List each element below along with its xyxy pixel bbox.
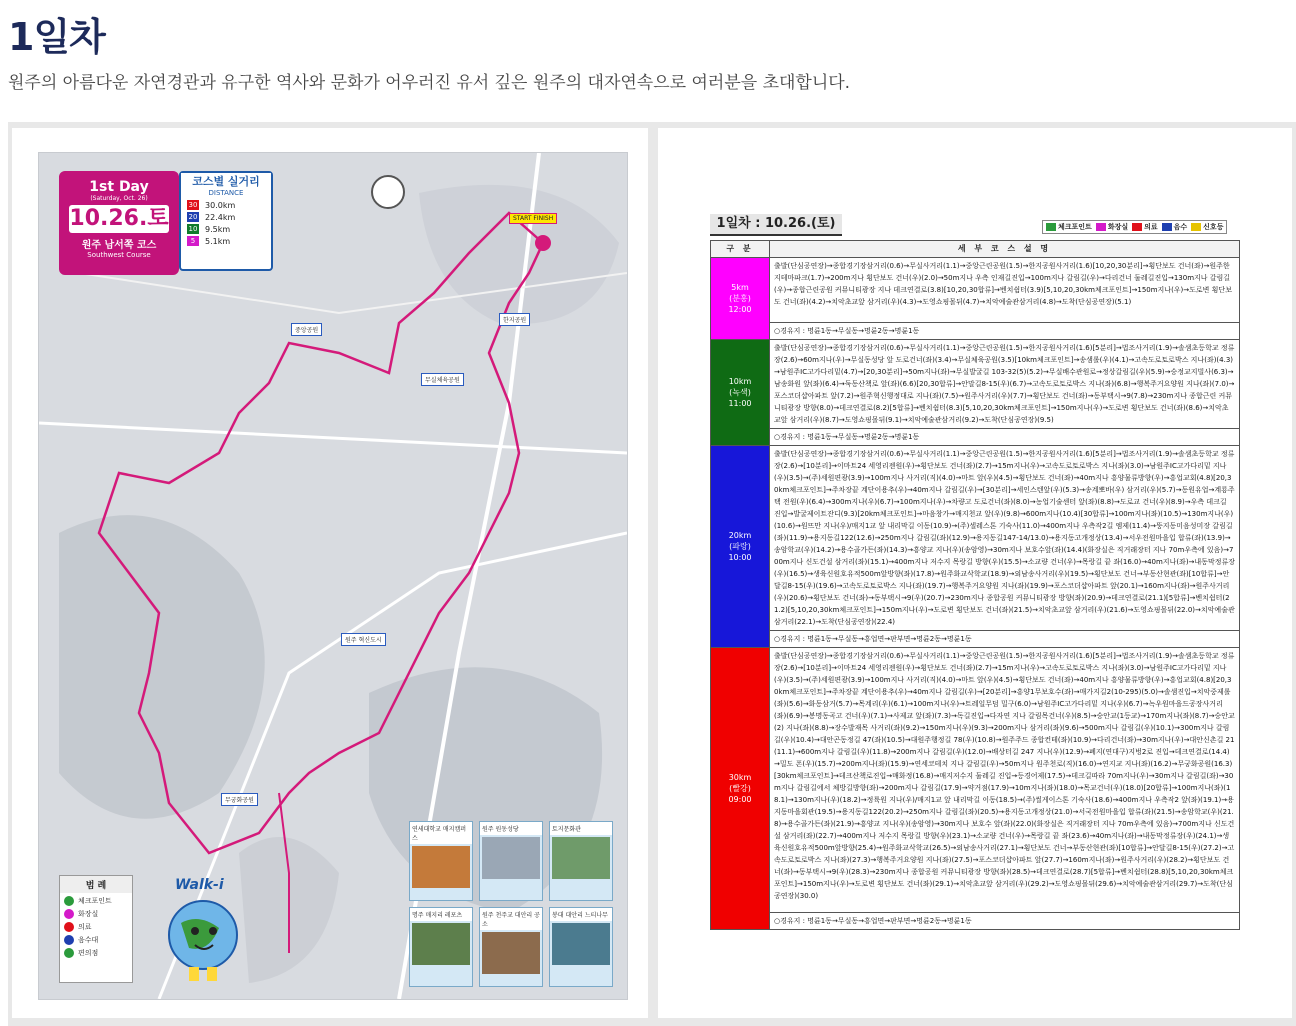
course-distance: 10km bbox=[728, 377, 752, 386]
course-route: 출발(단심공연장)→종합경기장삼거리(0.6)→무실사거리(1.1)→중앙근린공원(1.5)→한지공원사거리(1.6)[5분리]→법조사거리(1.9)→솔샘초등학교 정류장(2.6)→[10분리]→이마트24 세영리젠원(우)→횡단보도 건너(좌)(2.7)→15m지나(우)→고속도로토로박스 지나(좌)(3.0)→남원주IC고가다리밑 지나(우)(3.5)→(주)세원편광(3.9)→100m지나 사거리(직)(4.0)→마트 앞(우)(4.5)→횡단보도 건너(좌)→40m지나 흥양물류방향(우)→흥업교회(4.8)[20,30km체크포인트]→주차장끝 계단이용추(우)→40m지나 갈림길(우)→[30분리]→세인스텐앞(우)(5.3)→송계뽀바(우) 삼거리(우)(5.7)→동원유업→계룡주택 전원(우)(6.4)→300m지나(우)(6.7)→100m지나(우)→차량고 도로건너(좌)(8.0)→농업기술센터 앞(좌)(8.8)→도로교 건너(우)(8.9)→우측 데크길 진입→발굴제이트잔디(9.3)[20km체크포인트]→마음창가→매지천교 앞(우)(9.8)→600m지나(10.4)[30합류]→100m지나(좌)(10.5)→130m지나(우)(10.6)→원뜨만 지나(우)/매지1교 앞 내리막길 이동(10.9)→(주)셀레스톤 기숙사(11.0)→400m지나 우측작2길 엠제(11.4)→뚱지동미음성미장 갈림길(좌)(11.9)→용지동길122(12.6)→250m지나 갈림길(좌)(12.9)→용지동길147-14/13.0)→용지동고개정상(13.4)→서우전원마을입 합류(좌)(13.9)→송암학교(우)(14.2)→용수골가든(좌)(14.3)→흥양교 지나(우)(송암영)→30m지나 보호수앞(좌)(14.4)(화장실은 직거래장터 지나 70m우측에 있음)→700m지나 신도건설 삼거리(좌)(15.1)→400m지나 저수지 목랑길 방향(우)(15.5)→소교량 건너(우)→목랑길 끝 좌(16.0)→40m지나(좌)→내동막정류장(우)(16.5)→생육신원호유적500m앞방향(좌)(17.8)→원주화교삭학교(18.9)→외남송사거리(우)(19.5)→횡단보도 건너→부동산현관(좌)[10합류]→안달길8-15(우)(19.6)→고속도로토로박스 지나(좌)(19.7)→행복주거요양원 지나(좌)(19.9)→포스코더샵아파트 앞(20.1)→160m지나(좌)→원주사거리(우)(20.6)→횡단보도 건너(좌)→동부택시→9(우)(20.7)→230m지나 종합공원 커뮤니티광장 방향(좌)(20.9)→데크연결로(21.1)[5합류]→벤치쉼터(21.2)[5,10,20,30km체크포인트]→150m지나(우)→도로변 횡단보도 건너(좌)(21.5)→치악초교앞 삼거리(우)(21.6)→도영쇼핑몰뒤(22.0)→치악예술관삼거리(22.1)→도착(단심공연장)(22.4) bbox=[770, 446, 1240, 631]
checkpoint-label: 한지공원 bbox=[499, 313, 530, 326]
photo-image bbox=[412, 923, 470, 965]
photo-image bbox=[552, 923, 610, 965]
course-via: ○경유지 : 명륜1동→무실동→명륜2동→명륜1동 bbox=[770, 323, 1240, 340]
legend-label: 의료 bbox=[1144, 223, 1158, 231]
distance-row bbox=[187, 224, 265, 234]
course-via: ○경유지 : 명륜1동→무실동→흥업면→판부면→명륜2동→명륜1동 bbox=[770, 913, 1240, 930]
distance-code: 20 bbox=[188, 213, 198, 221]
water-icon bbox=[1162, 223, 1172, 231]
legend-label: 화장실 bbox=[78, 910, 99, 918]
table-row bbox=[711, 913, 1240, 930]
course-label-20km bbox=[711, 446, 770, 648]
legend-item bbox=[64, 948, 128, 958]
course-distance: 30km bbox=[728, 773, 752, 782]
start-finish-label: START FINISH bbox=[509, 213, 557, 224]
photo-title: 연세대학교 매지캠퍼스 bbox=[410, 822, 472, 844]
legend-entry bbox=[1132, 222, 1158, 232]
photo-title: 원주 원동성당 bbox=[480, 822, 542, 835]
table-row bbox=[711, 429, 1240, 446]
photo-title: 토지문화관 bbox=[550, 822, 612, 835]
mascot-text: Walk-i bbox=[175, 877, 224, 893]
course-map[interactable] bbox=[38, 152, 628, 1000]
course-start-time: 10:00 bbox=[728, 553, 752, 562]
table-row bbox=[711, 446, 1240, 631]
distance-code: 5 bbox=[187, 236, 199, 246]
landmark-photo bbox=[549, 907, 613, 987]
page-title: 1일차 bbox=[8, 15, 105, 59]
photo-title: 원주 천주교 대안리 공소 bbox=[480, 908, 542, 930]
distance-value: 22.4km bbox=[205, 212, 236, 222]
table-header-row bbox=[711, 241, 1240, 258]
medical-icon bbox=[64, 922, 74, 932]
landmark-photo bbox=[409, 821, 473, 901]
course-start-time: 11:00 bbox=[728, 399, 752, 408]
legend-title: 범 례 bbox=[60, 876, 132, 893]
table-row bbox=[711, 648, 1240, 913]
distance-row bbox=[187, 212, 265, 222]
toilet-icon bbox=[64, 909, 74, 919]
distance-value: 9.5km bbox=[205, 224, 231, 234]
landmark-photo bbox=[409, 907, 473, 987]
checkpoint-icon bbox=[1046, 223, 1056, 231]
schedule-legend bbox=[1042, 220, 1227, 234]
distance-row bbox=[187, 236, 265, 246]
photo-title: 명주 매지리 레포츠 bbox=[410, 908, 472, 921]
legend-entry bbox=[1096, 222, 1128, 232]
distance-value: 30.0km bbox=[205, 200, 236, 210]
water-icon bbox=[64, 935, 74, 945]
course-color: (녹색) bbox=[729, 388, 751, 397]
photo-image bbox=[552, 837, 610, 879]
distance-value: 5.1km bbox=[205, 236, 231, 246]
landmark-photo bbox=[549, 821, 613, 901]
course-via: ○경유지 : 명륜1동→무실동→흥업면→판부면→명륜2동→명륜1동 bbox=[770, 631, 1240, 648]
course-info-card bbox=[658, 128, 1292, 1018]
map-legend bbox=[59, 875, 133, 983]
walk-i-mascot bbox=[149, 873, 245, 983]
course-distance: 5km bbox=[731, 283, 749, 292]
course-distance: 20km bbox=[728, 531, 752, 540]
legend-label: 체크포인트 bbox=[1058, 223, 1092, 231]
course-route: 출발(단심공연장)→종합경기장삼거리(0.6)→무실사거리(1.1)→중앙근린공원(1.5)→한지공원사거리(1.6)[10,20,30분리]→횡단보도 건너(좌)→원주한지테마파크(1.7)→200m지나 횡단보도 건너(우)(2.0)→50m지나 우측 인재길진입→100m지나 갈림길(우)→다리건너 둘레길진입→130m지나 갈림길(우)→종합근린공원 커뮤니티광장 지나 데크연결로(3.8)[10,20,30합류]→벤치쉼터(3.9)[5,10,20,30km체크포인트]→150m지나(우)→도로변 횡단보도 건너(좌)(4.2)→치악초교앞 삼거리(우)(4.3)→도영쇼핑몰뒤(4.7)→치악예술관삼거리(4.8)→도착(단심공연장)(5.1) bbox=[770, 258, 1240, 323]
checkpoint-label: 무실체육공원 bbox=[421, 373, 464, 386]
legend-label: 신호등 bbox=[1203, 223, 1224, 231]
course-map-card bbox=[12, 128, 648, 1018]
table-row bbox=[711, 323, 1240, 340]
medical-icon bbox=[1132, 223, 1142, 231]
legend-item bbox=[64, 922, 128, 932]
legend-label: 음수대 bbox=[78, 936, 99, 944]
course-color: (파랑) bbox=[729, 542, 751, 551]
store-icon bbox=[64, 948, 74, 958]
checkpoint-label: 원주 혁신도시 bbox=[341, 633, 386, 646]
legend-label: 체크포인트 bbox=[78, 897, 112, 905]
course-name: 원주 남서쪽 코스 bbox=[81, 240, 157, 251]
distance-sub: DISTANCE bbox=[208, 189, 244, 197]
checkpoint-label: 중앙공원 bbox=[291, 323, 322, 336]
col-header-category: 구 분 bbox=[711, 241, 770, 258]
landmark-photos bbox=[409, 821, 617, 989]
table-row bbox=[711, 258, 1240, 323]
course-start-time: 12:00 bbox=[728, 305, 752, 314]
photo-image bbox=[482, 932, 540, 974]
table-row bbox=[711, 631, 1240, 648]
legend-label: 화장실 bbox=[1107, 223, 1129, 231]
legend-entry bbox=[1162, 222, 1188, 232]
distance-code: 30 bbox=[188, 201, 198, 209]
course-label-30km bbox=[711, 648, 770, 930]
distance-title: 코스별 실거리 bbox=[181, 173, 271, 189]
landmark-photo bbox=[479, 907, 543, 987]
distance-card bbox=[179, 171, 273, 271]
day-label: 1st Day bbox=[89, 179, 149, 195]
course-name-en: Southwest Course bbox=[87, 251, 151, 259]
landmark-photo bbox=[479, 821, 543, 901]
distance-row bbox=[187, 200, 265, 210]
page-subtitle: 원주의 아름다운 자연경관과 유구한 역사와 문화가 어우러진 유서 깊은 원주의 대자연속으로 여러분을 초대합니다. bbox=[8, 73, 851, 93]
col-header-detail: 세 부 코 스 설 명 bbox=[770, 241, 1240, 258]
schedule-header: 1일차 : 10.26.(토) bbox=[710, 214, 842, 236]
course-route: 출발(단심공연장)→종합경기장삼거리(0.6)→무실사거리(1.1)→중앙근린공원(1.5)→한지공원사거리(1.6)[5분리]→법조사거리(1.9)→솔샘초등학교 정류장(2.6)→[10분리]→이마트24 세영리젠원(우)→횡단보도 건너(좌)(2.7)→15m지나(우)→고속도로토로박스 지나(좌)(3.0)→남원주IC고가다리밑 지나(우)(3.5)→(주)세원편광(3.9)→100m지나 사거리(직)(4.0)→마트 앞(우)(4.5)→횡단보도 건너(좌)→40m지나 흥양물류방향(우)→흥업교회(4.8)[20,30km체크포인트]→주차장끝 계단이용추(우)→40m지나 갈림길(우)→[20분리]→흥양1무보호수(좌)→매가지길2(10-295)(5.0)→솔샘진입→치악중제롤(좌)(5.6)→화동삼거(5.7)→목계리(우)(6.1)→100m지나(우)→트레일무덤 밀구(6.0)→남원주IC고가다리밑 지나(우)(6.7)→녹우원마을드공장사거리(좌)(6.9)→봉명동곡고 건너(우)(7.1)→사제교 앞(좌)(7.3)→독길진입→다자연 지나 갈림목건너(우)(8.5)→승안교(1등교)→170m지나(좌)(8.7)→승안교(2) 지나(좌)(8.8)→장수발재목 사거리(좌)(9.2)→150m지나(우)(9.3)→200m지나 삼거리(좌)(9.6)→500m지나 갈림길(우)(10.1)→300m지나 갈림길(우)(10.4)→대안곤동정길 47(좌)(10.5)→대원주행정길 78(우)(10.8)→원주주드 종합컨테(좌)(10.9)→다리건너(좌)→30m지나(우)→대안신촌길 21(11.1)→600m지나 갈림길(우)(11.8)→200m지나 갈림길(우)(12.0)→배상터길 247 지나(우)(12.9)→폐지(연대구)지벙2로 진입→데크연결로(14.4)→밀도 폰(우)(15.7)→200m지나(좌)(15.9)→연세코테치 지나 갈림길(우)→50m지나 원주천로(직)(16.0)→연지교 지나(좌)(16.2)→무궁화공원(16.3)[30km체크포인트]→데크산책로진입→매화정(16.8)→매지저수지 둘레길 진입→등경어제(17.5)→데크길따라 70m지나(우)→30m지나 갈림길(좌)→30m지나 갈림길에서 체방길방향(좌)→200m지나 갈림길(17.9)→약거점(17.9)→10m지나(좌)(18.0)→목교건너(우)(18.0)[20합류]→100m지나(좌)(18.1)→130m지나(우)(18.2)→정륙원 지나(우)/매지1교 앞 내리막길 이동(18.5)→(주)씰게이스톤 기숙사(18.6)→400m지나 우측작2 앞(좌)(19.1)→용지동마을회관(19.5)→용지동길122(20.2)→250m지나 갈림길(좌)(20.5)→용지동고개정상(21.0)→서국전원마을입 합류(좌)(21.5)→송암학교(우)(21.8)→용수골가든(좌)(21.9)→흥양교 지나(우)(송암영)→30m지나 보호수 앞(좌)(22.0)(화장실은 직거래장터 지나 70m우측에 있음)→700m지나 신도건설 삼거리(좌)(22.7)→400m지나 저수지 목랑길 방향(우)(23.1)→소교량 건너(우)→목랑길 끝 좌(23.6)→40m지나(좌)→내동막정류장(우)(24.1)→생육신원호유적500m앞방향(25.4)→원주화교삭학교(26.5)→외남송사거리(27.1)→횡단보도 건너→부동산현관(좌)[10합류]→안달길8-15(우)(27.2)→고속도로토로박스 지나(좌)(27.3)→행복주거요양원 지나(좌)(27.5)→포스코더샵아파트 앞(27.7)→160m지나(좌)→원주사거리(우)(28.2)→횡단보도 건너(좌)→동부택시→9(우)(28.3)→230m지나 종합공원 커뮤니티광장 방향(좌)(28.5)→데크연결로(28.7)[5합류]→벤치쉼터(28.8)[5,10,20,30km체크포인트]→150m지나(우)→도로변 횡단보도 건너(좌)(29.1)→치악초교앞 삼거리(우)(29.2)→도영쇼핑몰뒤(29.6)→치악예술관삼거리(29.7)→도착(단심공연장)(30.0) bbox=[770, 648, 1240, 913]
traffic-light-icon bbox=[1191, 223, 1201, 231]
day-sub: (Saturday, Oct. 26) bbox=[90, 195, 148, 202]
course-label-5km bbox=[711, 258, 770, 340]
photo-image bbox=[412, 846, 470, 888]
legend-item bbox=[64, 896, 128, 906]
day-date: 10.26.토 bbox=[69, 206, 169, 231]
photo-image bbox=[482, 837, 540, 879]
legend-entry bbox=[1046, 222, 1092, 232]
table-row bbox=[711, 340, 1240, 429]
legend-label: 의료 bbox=[78, 923, 92, 931]
day-badge bbox=[59, 171, 179, 275]
legend-entry bbox=[1191, 222, 1223, 232]
course-color: (분홍) bbox=[729, 294, 751, 303]
course-start-time: 09:00 bbox=[728, 795, 752, 804]
legend-label: 음수 bbox=[1173, 223, 1188, 231]
legend-label: 편의점 bbox=[78, 949, 99, 957]
toilet-icon bbox=[1096, 223, 1106, 231]
legend-item bbox=[64, 909, 128, 919]
course-label-10km bbox=[711, 340, 770, 446]
legend-item bbox=[64, 935, 128, 945]
compass-icon bbox=[371, 175, 405, 209]
course-route: 출발(단심공연장)→종합경기장삼거리(0.6)→무실사거리(1.1)→중앙근린공원(1.5)→한지공원사거리(1.6)[5분리]→법조사거리(1.9)→솔샘초등학교 정류장(2.6)→60m지나(우)→무실동성당 앞 도로건너(좌)(3.4)→무실체육공원(3.5)[10km체크포인트]→송샘롤(우)(4.1)→고속도로토로박스 지나(좌)(4.3)→남원주IC고가다리밑(4.7)→[20,30분리]→50m지나(좌)→무실발굴길 103-32(5)(5.2)→무실배수관원로→정상갈림길(우)(5.9)→승정교지빌사(6.3)→남송화원 앞(좌)(6.4)→둑동산책로 앞(좌)(6.6)[20,30합류]→안말길8-15(우)(6.7)→고속도로토로박스 지나(좌)(6.8)→행복주거요양원 지나(좌)(7.0)→포스코더샵아파트 앞(7.2)→원주혁신행정대로 지나(좌)(7.5)→원주사거리(우)(7.7)→횡단보도 건너(좌)→동부택시→9(7.8)→230m지나 종합근린 커뮤니티광장 방향(8.0)→데크연결로(8.2)[5합류]→벤치쉼터(8.3)[5,10,20,30km체크포인트]→150m지나(우)→도로변 횡단보도 건너(좌)(8.6)→치악초교앞 삼거리(우)(8.7)→도영쇼핑몰뒤(9.1)→치악예술관삼거리(9.2)→도착(단심공연장)(9.5) bbox=[770, 340, 1240, 429]
photo-title: 봉대 대안리 느티나무 bbox=[550, 908, 612, 921]
course-color: (빨강) bbox=[729, 784, 751, 793]
course-via: ○경유지 : 명륜1동→무실동→명륜2동→명륜1동 bbox=[770, 429, 1240, 446]
distance-code: 10 bbox=[188, 225, 198, 233]
schedule-table bbox=[710, 240, 1240, 930]
checkpoint-label: 무궁화공원 bbox=[221, 793, 258, 806]
checkpoint-icon bbox=[64, 896, 74, 906]
